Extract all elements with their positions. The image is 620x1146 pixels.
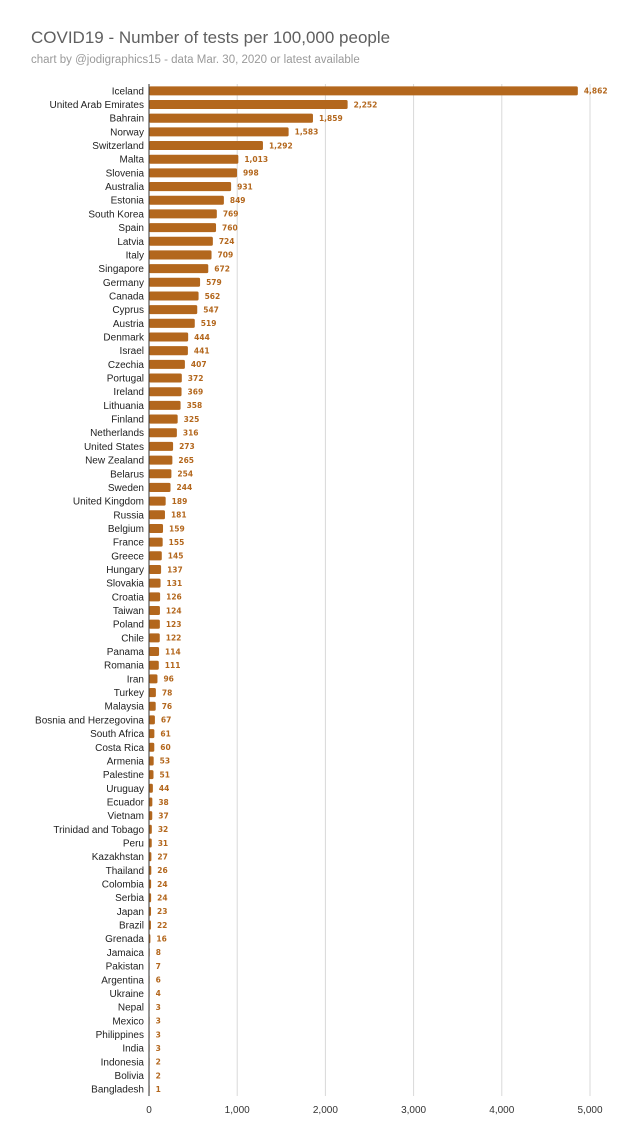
category-label: Iceland [111, 86, 144, 98]
bar [149, 661, 159, 670]
bar [149, 497, 166, 506]
data-label: 265 [178, 455, 195, 465]
category-label: Bolivia [114, 1070, 144, 1082]
category-label: South Africa [90, 729, 144, 741]
bar [149, 168, 237, 177]
bar [149, 442, 173, 451]
data-label: 760 [222, 223, 238, 233]
data-label: 4 [155, 989, 161, 999]
category-label: Bangladesh [91, 1084, 144, 1096]
bar [149, 374, 182, 383]
data-label: 849 [229, 196, 246, 206]
data-label: 724 [218, 237, 235, 247]
category-label: Greece [111, 551, 144, 563]
bar [149, 428, 177, 437]
data-label: 369 [187, 387, 204, 397]
category-label: Taiwan [112, 606, 144, 618]
bar [149, 127, 289, 136]
category-label: Panama [106, 647, 144, 659]
category-label: Denmark [103, 332, 144, 344]
x-axis [146, 84, 603, 1116]
data-label: 44 [158, 784, 170, 794]
bar [149, 770, 153, 779]
category-label: Italy [125, 250, 144, 262]
bar [149, 196, 224, 205]
data-label: 124 [165, 606, 182, 616]
category-label: Sweden [107, 482, 144, 494]
bar [149, 674, 157, 683]
bar [149, 524, 163, 533]
bar [149, 538, 163, 547]
data-label: 61 [160, 729, 171, 739]
data-label: 189 [171, 496, 188, 506]
category-label: Ecuador [106, 797, 144, 809]
bar [149, 264, 208, 273]
bar [149, 346, 188, 355]
category-label: Finland [111, 414, 144, 426]
data-label: 1,583 [294, 127, 319, 137]
bar [149, 182, 231, 191]
category-label: Vietnam [107, 811, 144, 823]
data-label: 4,862 [583, 86, 608, 96]
category-label: Costa Rica [95, 742, 144, 754]
data-label: 579 [206, 278, 222, 288]
category-labels [35, 86, 145, 1095]
category-label: Austria [112, 318, 144, 330]
data-label: 1,292 [268, 141, 293, 151]
chart-title: COVID19 - Number of tests per 100,000 people [31, 28, 391, 47]
data-label: 7 [155, 961, 161, 971]
data-label: 155 [168, 537, 185, 547]
data-label: 114 [165, 647, 181, 657]
data-label: 254 [177, 469, 194, 479]
category-label: New Zealand [85, 455, 144, 467]
bar [149, 579, 161, 588]
category-label: Slovenia [105, 168, 144, 180]
bar [149, 551, 162, 560]
category-label: Romania [103, 660, 144, 672]
data-label: 27 [157, 852, 168, 862]
data-label: 67 [160, 715, 172, 725]
bar [149, 387, 182, 396]
bar [149, 114, 313, 123]
data-label: 547 [203, 305, 219, 315]
data-label: 96 [163, 674, 174, 684]
data-label: 407 [190, 360, 207, 370]
bar [149, 250, 212, 259]
category-label: Russia [113, 510, 144, 522]
data-label: 273 [179, 442, 195, 452]
data-label: 3 [155, 1043, 161, 1053]
data-label: 244 [176, 483, 193, 493]
category-label: Turkey [113, 688, 144, 700]
category-label: Slovakia [106, 578, 144, 590]
category-label: Grenada [105, 934, 144, 946]
category-label: Nepal [117, 1002, 144, 1014]
data-label: 998 [243, 168, 259, 178]
category-label: Czechia [107, 359, 144, 371]
data-label: 24 [157, 893, 168, 903]
data-label: 444 [194, 332, 210, 342]
data-label: 709 [217, 250, 234, 260]
data-label: 3 [155, 1002, 161, 1012]
data-label: 2 [155, 1057, 161, 1067]
bar [149, 565, 161, 574]
bar [149, 360, 185, 369]
data-label: 60 [160, 743, 171, 753]
x-tick-label: 2,000 [312, 1105, 338, 1116]
category-label: Bahrain [109, 113, 144, 125]
data-label: 3 [155, 1016, 161, 1026]
data-label: 38 [158, 797, 169, 807]
data-label: 31 [157, 838, 169, 848]
category-label: Japan [116, 906, 144, 918]
bar [149, 469, 171, 478]
bar [149, 647, 159, 656]
data-label: 78 [161, 688, 173, 698]
data-label: 16 [156, 934, 167, 944]
bar [149, 688, 156, 697]
data-label: 372 [187, 373, 204, 383]
bar [149, 401, 181, 410]
data-label: 358 [186, 401, 203, 411]
category-label: Serbia [115, 893, 144, 905]
data-label: 931 [237, 182, 253, 192]
bar [149, 332, 188, 341]
data-label: 1 [155, 1084, 161, 1094]
bar [149, 155, 238, 164]
data-label: 316 [182, 428, 199, 438]
gridlines [237, 84, 590, 1096]
category-label: Latvia [117, 236, 144, 248]
bars [149, 86, 578, 1093]
data-label: 137 [167, 565, 183, 575]
data-label: 181 [170, 510, 187, 520]
category-label: Netherlands [90, 428, 144, 440]
bar [149, 510, 165, 519]
data-label: 123 [165, 619, 182, 629]
data-label: 441 [193, 346, 210, 356]
category-label: Israel [119, 346, 144, 358]
bar [149, 278, 200, 287]
bar [149, 633, 160, 642]
data-label: 672 [214, 264, 230, 274]
x-tick-label: 3,000 [401, 1105, 427, 1116]
category-label: Mexico [112, 1016, 144, 1028]
category-label: Malta [119, 154, 144, 166]
bar [149, 784, 153, 793]
bar [149, 319, 195, 328]
data-label: 8 [155, 948, 161, 958]
data-label: 6 [155, 975, 161, 985]
value-labels [156, 87, 608, 1094]
data-label: 126 [166, 592, 182, 602]
data-label: 1,013 [244, 155, 269, 165]
bar [149, 209, 217, 218]
category-label: United States [83, 441, 144, 453]
category-label: Poland [112, 619, 144, 631]
bar [149, 291, 199, 300]
data-label: 111 [164, 661, 181, 671]
category-label: Cyprus [112, 305, 144, 317]
data-label: 32 [157, 825, 169, 835]
category-label: Portugal [106, 373, 144, 385]
category-label: Singapore [98, 264, 144, 276]
bar [149, 797, 152, 806]
bar [149, 756, 154, 765]
category-label: Hungary [106, 564, 144, 576]
bar [149, 415, 178, 424]
category-label: Peru [122, 838, 144, 850]
chart-subtitle: chart by @jodigraphics15 - data Mar. 30, 2020 or latest available [31, 54, 360, 66]
data-label: 519 [200, 319, 217, 329]
bar [149, 702, 156, 711]
data-label: 23 [157, 907, 168, 917]
bar [149, 237, 213, 246]
data-label: 22 [156, 920, 168, 930]
bar [149, 305, 197, 314]
category-label: Armenia [106, 756, 144, 768]
data-label: 51 [159, 770, 170, 780]
category-label: Jamaica [106, 947, 144, 959]
category-label: Estonia [110, 195, 144, 207]
bar [149, 223, 216, 232]
bar [149, 715, 155, 724]
bar [149, 86, 578, 95]
data-label: 159 [169, 524, 185, 534]
category-label: Bosnia and Herzegovina [35, 715, 144, 727]
category-label: Croatia [111, 592, 144, 604]
data-label: 1,859 [318, 113, 343, 123]
category-label: Pakistan [105, 961, 144, 973]
category-label: Trinidad and Tobago [53, 824, 144, 836]
bar [149, 592, 160, 601]
category-label: Malaysia [104, 701, 144, 713]
category-label: Chile [121, 633, 144, 645]
data-label: 145 [167, 551, 184, 561]
category-label: Iran [126, 674, 144, 686]
category-label: Indonesia [100, 1057, 144, 1069]
category-label: United Kingdom [72, 496, 144, 508]
data-label: 325 [183, 414, 200, 424]
category-label: Australia [105, 182, 144, 194]
data-label: 131 [166, 578, 183, 588]
category-label: Ukraine [109, 988, 144, 1000]
data-label: 769 [222, 209, 239, 219]
category-label: Germany [102, 277, 144, 289]
category-label: United Arab Emirates [49, 100, 144, 112]
data-label: 53 [159, 756, 171, 766]
category-label: Switzerland [92, 141, 144, 153]
data-label: 2 [155, 1071, 161, 1081]
category-label: Lithuania [103, 400, 144, 412]
category-label: Norway [110, 127, 144, 139]
bar [149, 729, 154, 738]
category-label: Colombia [101, 879, 144, 891]
category-label: India [122, 1043, 144, 1055]
category-label: Belarus [110, 469, 144, 481]
bar [149, 620, 160, 629]
x-tick-label: 1,000 [224, 1105, 250, 1116]
data-label: 37 [158, 811, 169, 821]
data-label: 76 [161, 702, 173, 712]
data-label: 26 [157, 866, 168, 876]
data-label: 3 [155, 1030, 161, 1040]
bar [149, 456, 172, 465]
category-label: Thailand [105, 865, 144, 877]
data-label: 122 [165, 633, 182, 643]
bar [149, 743, 154, 752]
category-label: Palestine [102, 770, 144, 782]
data-label: 2,252 [353, 100, 378, 110]
x-tick-label: 5,000 [577, 1105, 603, 1116]
category-label: Argentina [101, 975, 144, 987]
data-label: 562 [204, 291, 221, 301]
category-label: France [112, 537, 144, 549]
data-label: 24 [157, 879, 168, 889]
category-label: Belgium [107, 523, 144, 535]
category-label: Kazakhstan [91, 852, 144, 864]
bar [149, 606, 160, 615]
category-label: Uruguay [106, 783, 144, 795]
x-tick-label: 4,000 [489, 1105, 515, 1116]
category-label: South Korea [88, 209, 144, 221]
category-label: Brazil [118, 920, 144, 932]
bar [149, 141, 263, 150]
category-label: Spain [118, 223, 144, 235]
category-label: Canada [108, 291, 144, 303]
x-tick-label: 0 [146, 1105, 152, 1116]
bar [149, 483, 171, 492]
category-label: Philippines [95, 1029, 144, 1041]
category-label: Ireland [113, 387, 144, 399]
bar [149, 100, 348, 109]
